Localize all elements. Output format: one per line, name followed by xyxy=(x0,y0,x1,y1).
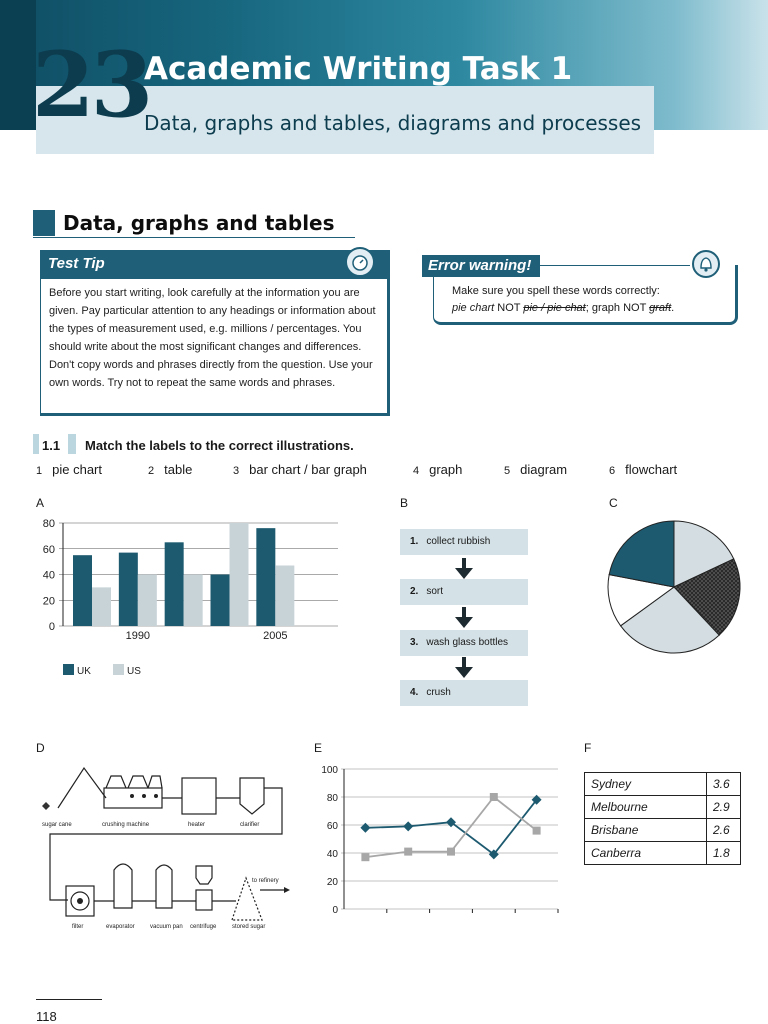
bar-us xyxy=(92,587,111,626)
flow-step-label: crush xyxy=(426,687,451,698)
separator: ; xyxy=(585,302,589,314)
exercise-number: 1.1 xyxy=(42,438,61,453)
table-cell-value: 2.9 xyxy=(707,796,741,819)
not-word-2: NOT xyxy=(623,302,647,314)
exercise-tab xyxy=(33,434,39,454)
bar-chart-a xyxy=(28,515,348,685)
option-label: flowchart xyxy=(625,462,678,477)
data-point xyxy=(360,823,370,833)
error-warning-title: Error warning! xyxy=(428,257,532,274)
flow-step-label: wash glass bottles xyxy=(426,637,509,648)
bar-us xyxy=(230,523,249,626)
error-warning-text xyxy=(452,283,734,317)
evaporator xyxy=(114,864,132,908)
pie-chart-c xyxy=(604,517,744,657)
option-item xyxy=(413,462,462,477)
figure-letter-f: F xyxy=(584,741,592,755)
line-graph-e xyxy=(312,760,572,920)
error-warning-rule xyxy=(540,265,690,266)
flow-step-number: 1. xyxy=(410,536,419,547)
table-f xyxy=(584,772,741,865)
y-tick-label: 60 xyxy=(326,821,338,832)
heater xyxy=(182,778,216,814)
option-number: 1 xyxy=(36,465,43,477)
x-tick-label: 2005 xyxy=(263,630,288,642)
section-heading: Data, graphs and tables xyxy=(63,211,335,235)
y-tick-label: 0 xyxy=(332,905,338,916)
table-cell-value: 2.6 xyxy=(707,819,741,842)
test-tip-box xyxy=(40,250,390,416)
flow-step xyxy=(400,579,528,605)
figure-letter-d: D xyxy=(36,741,45,755)
flow-step xyxy=(400,529,528,555)
correct-spelling-2: graph xyxy=(591,302,620,314)
down-arrow-icon xyxy=(452,607,476,629)
crushing-machine xyxy=(104,788,162,808)
table-cell-city: Sydney xyxy=(585,773,707,796)
page-number: 118 xyxy=(36,1009,57,1024)
option-label: table xyxy=(164,462,193,477)
label-centrifuge: centrifuge xyxy=(190,924,217,930)
label-sugar-cane: sugar cane xyxy=(42,822,72,828)
legend-swatch xyxy=(113,664,124,675)
y-tick-label: 20 xyxy=(42,595,55,608)
flow-step-number: 2. xyxy=(410,586,419,597)
flow-step-number: 3. xyxy=(410,637,419,648)
bar-uk xyxy=(256,528,275,626)
flow-step-label: sort xyxy=(426,586,444,597)
table-cell-city: Brisbane xyxy=(585,819,707,842)
figure-letter-a: A xyxy=(36,496,45,510)
bar-uk xyxy=(73,555,92,626)
process-diagram-d xyxy=(36,758,298,948)
exercise-tab-right xyxy=(68,434,76,454)
option-number: 2 xyxy=(148,465,155,477)
wrong-spelling-1: pie / pie chat xyxy=(523,302,586,314)
section-rule xyxy=(33,237,355,238)
option-label: pie chart xyxy=(52,462,102,477)
data-point xyxy=(490,793,498,801)
warning-bell-icon xyxy=(692,250,720,278)
centrifuge xyxy=(196,866,212,884)
table-row xyxy=(585,796,741,819)
bar-uk xyxy=(165,542,184,626)
label-evaporator: evaporator xyxy=(106,924,135,930)
option-number: 5 xyxy=(504,465,511,477)
option-item xyxy=(233,462,367,477)
y-tick-label: 60 xyxy=(42,543,55,556)
y-tick-label: 80 xyxy=(326,793,338,804)
label-to-refinery: to refinery xyxy=(252,878,279,884)
option-number: 3 xyxy=(233,465,240,477)
test-tip-title: Test Tip xyxy=(48,255,105,272)
option-item xyxy=(148,462,192,477)
legend-swatch xyxy=(63,664,74,675)
y-tick-label: 0 xyxy=(48,621,55,633)
bar-uk xyxy=(119,553,138,626)
header-edge xyxy=(0,0,36,130)
bar-us xyxy=(184,575,203,627)
down-arrow-icon xyxy=(452,558,476,580)
conveyor-belt xyxy=(58,768,106,808)
section-marker xyxy=(33,210,55,236)
stopwatch-icon xyxy=(345,247,375,277)
flow-step xyxy=(400,680,528,706)
figure-letter-c: C xyxy=(609,496,618,510)
chapter-subtitle: Data, graphs and tables, diagrams and processes xyxy=(144,111,642,135)
flow-step-number: 4. xyxy=(410,687,419,698)
vacuum-pan xyxy=(156,865,172,908)
correct-spelling-1: pie chart xyxy=(452,302,495,314)
error-warning-line2 xyxy=(452,300,734,317)
figure-letter-e: E xyxy=(314,741,323,755)
end-period: . xyxy=(671,302,675,314)
label-vacuum-pan: vacuum pan xyxy=(150,924,183,930)
option-label: graph xyxy=(429,462,463,477)
y-tick-label: 40 xyxy=(326,849,338,860)
not-word-1: NOT xyxy=(497,302,521,314)
chapter-number: 23 xyxy=(32,32,150,138)
option-item xyxy=(609,462,677,477)
data-point xyxy=(361,853,369,861)
label-heater: heater xyxy=(188,822,206,828)
test-tip-header xyxy=(41,251,387,279)
option-item xyxy=(504,462,567,477)
bar-uk xyxy=(211,575,230,627)
label-crushing-machine: crushing machine xyxy=(102,822,150,828)
table-row xyxy=(585,842,741,865)
option-number: 6 xyxy=(609,465,616,477)
y-tick-label: 20 xyxy=(326,877,338,888)
test-tip-text: Before you start writing, look carefully at the information you are given. Pay particular attention to any headings or information about the types of measurement used, e.g. millions / percentages. You should write about the most significant changes and differences. Don't copy words and phrases directly from the question. Use your own words. Try not to repeat the same words and phrases. xyxy=(49,287,376,389)
label-clarifier: clarifier xyxy=(240,822,260,828)
data-point xyxy=(447,848,455,856)
error-warning-header xyxy=(422,255,540,277)
y-tick-label: 100 xyxy=(321,765,338,776)
table-cell-value: 1.8 xyxy=(707,842,741,865)
down-arrow-icon xyxy=(452,657,476,679)
data-point xyxy=(533,827,541,835)
figure-letter-b: B xyxy=(400,496,409,510)
option-number: 4 xyxy=(413,465,420,477)
legend-label: US xyxy=(127,666,141,677)
flow-step-label: collect rubbish xyxy=(426,536,491,547)
wrong-spelling-2: graft xyxy=(649,302,672,314)
table-cell-city: Canberra xyxy=(585,842,707,865)
table-cell-value: 3.6 xyxy=(707,773,741,796)
y-tick-label: 40 xyxy=(42,569,55,582)
clarifier xyxy=(240,778,264,814)
sugar-cane-icon xyxy=(42,802,50,810)
page-number-rule xyxy=(36,999,102,1000)
flow-step xyxy=(400,630,528,656)
y-tick-label: 80 xyxy=(42,518,55,530)
error-warning-line1: Make sure you spell these words correctly: xyxy=(452,285,660,297)
exercise-instruction: Match the labels to the correct illustrations. xyxy=(85,438,354,453)
option-label: diagram xyxy=(520,462,568,477)
label-stored-sugar: stored sugar xyxy=(232,924,266,930)
table-row xyxy=(585,773,741,796)
option-label: bar chart / bar graph xyxy=(249,462,367,477)
label-filter: filter xyxy=(72,924,84,930)
bar-us xyxy=(275,565,294,626)
legend-label: UK xyxy=(77,666,91,677)
table-cell-city: Melbourne xyxy=(585,796,707,819)
bar-us xyxy=(138,575,157,627)
chapter-title: Academic Writing Task 1 xyxy=(144,51,573,87)
option-item xyxy=(36,462,102,477)
data-point xyxy=(404,848,412,856)
stored-sugar xyxy=(232,878,262,920)
data-point xyxy=(403,821,413,831)
x-tick-label: 1990 xyxy=(125,630,151,642)
table-row xyxy=(585,819,741,842)
